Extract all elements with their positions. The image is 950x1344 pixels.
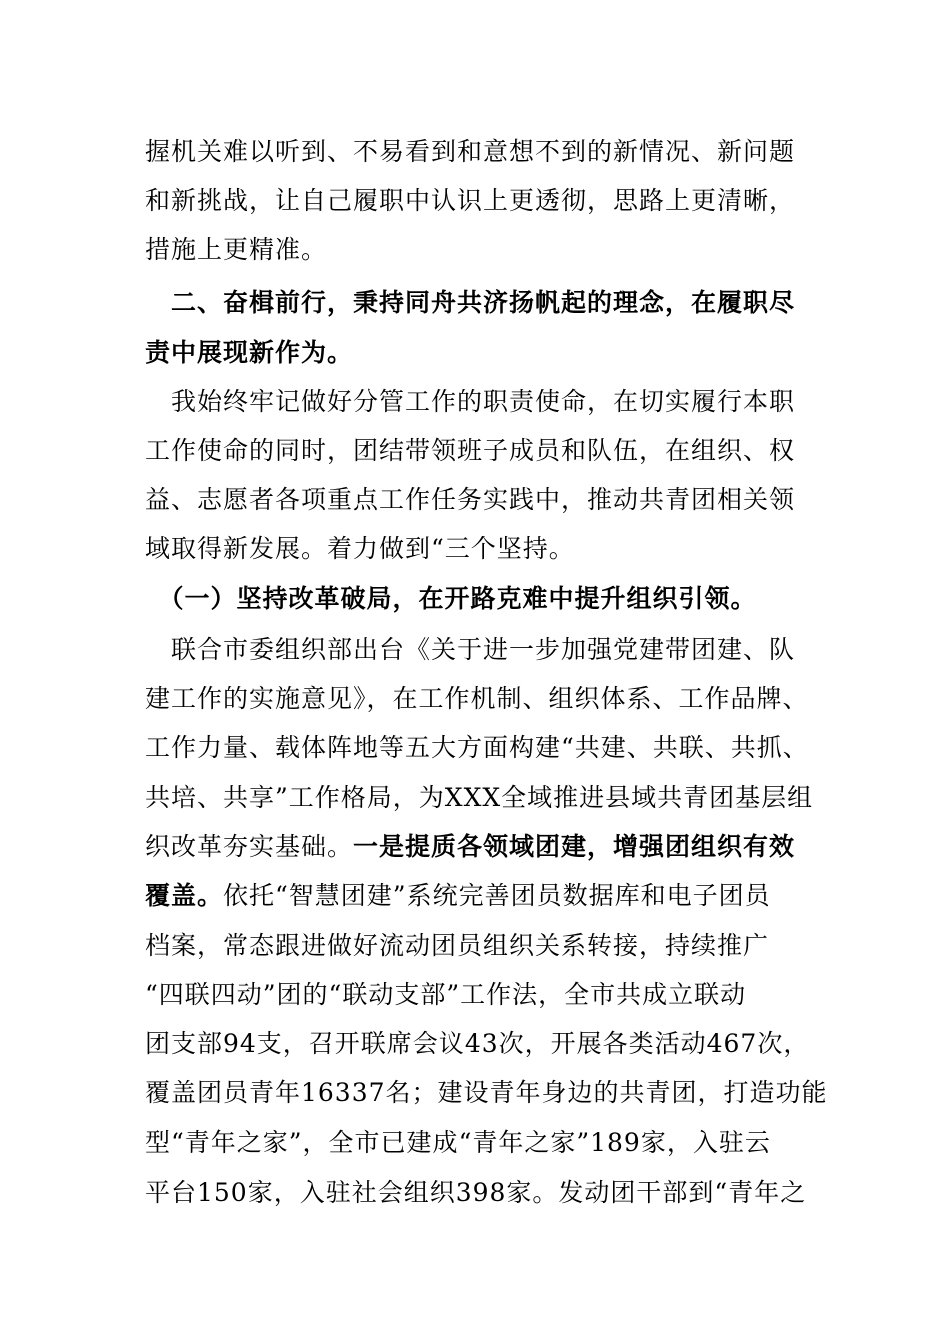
body-text-line: 我始终牢记做好分管工作的职责使命，在切实履行本职 (145, 387, 796, 416)
subsection-heading-line: （一）坚持改革破局，在开路克难中提升组织引领。 (145, 584, 757, 613)
body-text-line: 域取得新发展。着力做到“三个坚持。 (145, 534, 575, 563)
body-text-line: 型“青年之家”，全市已建成“青年之家”189家，入驻云 (145, 1128, 771, 1157)
body-text-line: 工作使命的同时，团结带领班子成员和队伍，在组织、权 (145, 436, 796, 465)
mixed-text-line (145, 821, 815, 873)
mixed-text-line (145, 870, 815, 922)
body-text-line: 平台150家，入驻社会组织398家。发动团干部到“青年之 (145, 1178, 807, 1207)
body-text-line: 共培、共享”工作格局，为XXX全域推进县域共青团基层组 (145, 783, 814, 812)
body-text-line: 档案，常态跟进做好流动团员组织关系转接，持续推广 (145, 931, 770, 960)
section-heading-line: 责中展现新作为。 (145, 338, 354, 367)
plain-text-span: 织改革夯实基础。 (145, 832, 354, 861)
body-text-line: 措施上更精准。 (145, 235, 328, 264)
body-text-line: 建工作的实施意见》，在工作机制、组织体系、工作品牌、 (145, 684, 809, 713)
bold-text-span: 覆盖。 (145, 881, 224, 910)
body-text-line: 握机关难以听到、不易看到和意想不到的新情况、新问题 (145, 137, 796, 166)
body-text-line: 联合市委组织部出台《关于进一步加强党建带团建、队 (145, 635, 796, 664)
body-text-line: 覆盖团员青年16337名；建设青年身边的共青团，打造功能 (145, 1078, 828, 1107)
body-text-line: “四联四动”团的“联动支部”工作法，全市共成立联动 (145, 980, 747, 1009)
section-heading-line: 二、奋楫前行，秉持同舟共济扬帆起的理念，在履职尽 (145, 288, 796, 317)
body-text-line: 益、志愿者各项重点工作任务实践中，推动共青团相关领 (145, 485, 796, 514)
plain-text-span: 依托“智慧团建”系统完善团员数据库和电子团员 (223, 881, 771, 910)
body-text-line: 和新挑战，让自己履职中认识上更透彻，思路上更清晰， (145, 186, 796, 215)
body-text-line: 团支部94支，召开联席会议43次，开展各类活动467次， (145, 1029, 810, 1058)
bold-text-span: 一是提质各领域团建，增强团组织有效 (353, 832, 796, 861)
body-text-line: 工作力量、载体阵地等五大方面构建“共建、共联、共抓、 (145, 733, 809, 762)
